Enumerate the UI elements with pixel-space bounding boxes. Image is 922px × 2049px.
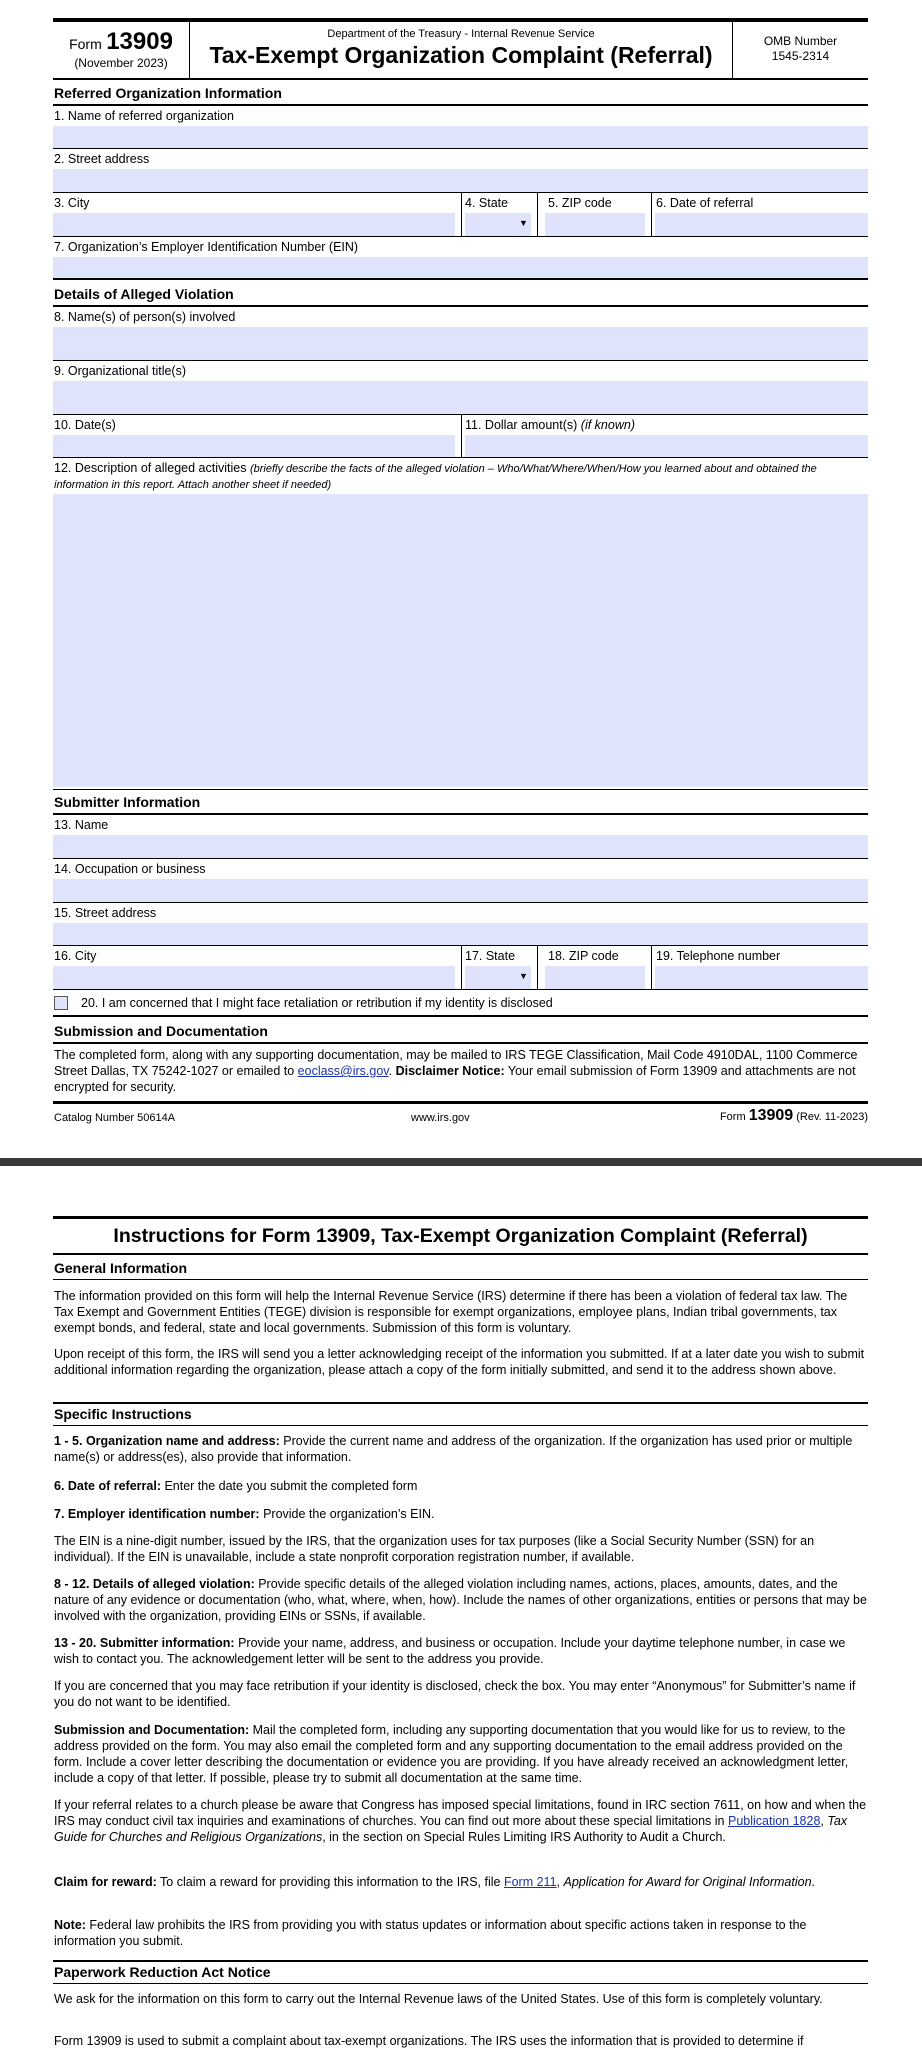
website: www.irs.gov: [411, 1112, 470, 1124]
general-p2: Upon receipt of this form, the IRS will send you a letter acknowledging receipt of the information you submitted. If at a later date you wish to submit additional information regarding the organization, please attach a copy of the form initially submitted, and send it to the address shown above.: [54, 1347, 865, 1377]
submission-part2: .: [388, 1064, 396, 1078]
instr-submission-label: Submission and Documentation:: [54, 1723, 250, 1737]
amount-note: (if known): [580, 418, 635, 432]
instr-6-label: 6. Date of referral:: [54, 1479, 161, 1493]
instr-8-12-label: 8 - 12. Details of alleged violation:: [54, 1577, 255, 1591]
omb-label: OMB Number: [763, 34, 838, 48]
divider: [537, 193, 538, 237]
instr-7b: The EIN is a nine-digit number, issued by the IRS, that the organization uses for tax purposes (like a Social Security Number (SSN) for an individual). If the EIN is unavailable, include a state nonprofit corporation registration number, if available.: [54, 1534, 815, 1564]
form-label: Form: [69, 36, 102, 52]
amount-label: 11. Dollar amount(s): [465, 418, 578, 432]
footer-form-label: Form: [719, 1111, 746, 1123]
department: Department of the Treasury - Internal Revenue Service: [327, 28, 595, 40]
description-note: (briefly describe the facts of the alleged violation – Who/What/Where/When/How you learned about and obtained the information in this report. Attach another sheet if needed): [54, 463, 817, 491]
submission-text: [54, 1047, 869, 1095]
dates-label: 10. Date(s): [54, 418, 116, 432]
form-211-link[interactable]: Form 211: [503, 1875, 557, 1889]
zip-label: 5. ZIP code: [548, 196, 612, 210]
publication-1828-link[interactable]: Publication 1828: [727, 1814, 821, 1828]
field-submitter-street: [53, 903, 868, 946]
field-submitter-city-row: [53, 946, 868, 990]
instr-7-text: Provide the organization’s EIN.: [259, 1507, 435, 1521]
prn-heading: Paperwork Reduction Act Notice: [53, 1960, 868, 1984]
submitter-state-label: 17. State: [465, 949, 516, 963]
instr-submission: [54, 1722, 868, 1786]
section-details: Details of Alleged Violation: [53, 282, 868, 307]
field-submitter-name: [53, 815, 868, 859]
submitter-city-label: 16. City: [54, 949, 97, 963]
page-footer: [53, 1101, 868, 1127]
org-name-label: 1. Name of referred organization: [54, 109, 234, 123]
submitter-name-input[interactable]: [53, 835, 868, 858]
prn-p2: Form 13909 is used to submit a complaint about tax-exempt organizations. The IRS uses the information that is provided to determine if: [54, 2034, 804, 2048]
instr-7-label: 7. Employer identification number:: [54, 1507, 260, 1521]
omb-number: 1545-2314: [771, 49, 830, 63]
footer-rev: (Rev. 11-2023): [796, 1111, 868, 1123]
form-title: Tax-Exempt Organization Complaint (Referral): [209, 42, 713, 68]
section-submitter: Submitter Information: [53, 791, 868, 815]
form-number: 13909: [106, 28, 173, 55]
title-block: [190, 22, 733, 78]
zip-input[interactable]: [545, 213, 645, 236]
church-p3: , in the section on Special Rules Limiting IRS Authority to Audit a Church.: [322, 1830, 726, 1844]
church-italic: Tax Guide for Churches and Religious Organizations: [54, 1814, 848, 1844]
church-p2: ,: [820, 1814, 828, 1828]
persons-input[interactable]: [53, 327, 868, 360]
divider: [537, 946, 538, 990]
instr-claim: [54, 1874, 868, 1890]
persons-label: 8. Name(s) of person(s) involved: [54, 310, 236, 324]
specific-heading: Specific Instructions: [53, 1402, 868, 1426]
footer-form-id: [720, 1107, 868, 1125]
instr-13-20-text: Provide your name, address, and business or occupation. Include your daytime telephone number, in case we wish to contact you. The acknowledgement letter will be sent to the address you provide.: [54, 1636, 846, 1666]
street-label: 2. Street address: [54, 152, 150, 166]
description-label: 12. Description of alleged activities: [54, 461, 247, 475]
field-org-name: [53, 106, 868, 149]
claim-end: .: [811, 1875, 816, 1889]
instr-13-20b: If you are concerned that you may face retribution if your identity is disclosed, check the box. You may enter “Anonymous” for Submitter’s name if you do not want to be identified.: [54, 1679, 856, 1709]
submitter-street-label: 15. Street address: [54, 906, 157, 920]
field-city-row: [53, 193, 868, 237]
referral-date-input[interactable]: [655, 213, 868, 236]
submitter-zip-input[interactable]: [545, 966, 645, 989]
instr-6-text: Enter the date you submit the completed form: [160, 1479, 418, 1493]
catalog-number: Catalog Number 50614A: [54, 1112, 176, 1124]
referral-date-label: 6. Date of referral: [656, 196, 754, 210]
section-submission: Submission and Documentation: [53, 1019, 868, 1044]
claim-italic: Application for Award for Original Information: [563, 1875, 812, 1889]
submitter-name-label: 13. Name: [54, 818, 109, 832]
omb-block: [733, 22, 868, 78]
field-persons: [53, 307, 868, 361]
email-link[interactable]: eoclass@irs.gov: [297, 1064, 389, 1078]
claim-text: To claim a reward for providing this information to the IRS, file: [156, 1875, 504, 1889]
instr-church: [54, 1797, 868, 1845]
submission-part3: Your email submission of Form 13909 and attachments are not encrypted for security.: [54, 1064, 856, 1094]
note-text: Federal law prohibits the IRS from providing you with status updates or information about specific actions taken in response to the information you submit.: [54, 1918, 807, 1948]
ein-input[interactable]: [53, 257, 868, 278]
amount-label-wrap: [465, 418, 635, 432]
general-heading: General Information: [53, 1258, 868, 1280]
church-p1: If your referral relates to a church please be aware that Congress has imposed special limitations, found in IRC section 7611, on how and when the IRS may conduct civil tax inquiries and examinations of churches. You can find out more about these special limitations in: [54, 1798, 867, 1828]
org-name-input[interactable]: [53, 126, 868, 148]
field-occupation: [53, 859, 868, 903]
street-input[interactable]: [53, 169, 868, 192]
prn-p1: We ask for the information on this form to carry out the Internal Revenue laws of the United States. Use of this form is completely voluntary.: [54, 1992, 823, 2006]
field-dates-amounts: [53, 415, 868, 458]
occupation-label: 14. Occupation or business: [54, 862, 206, 876]
field-ein: [53, 237, 868, 280]
instr-13-20-label: 13 - 20. Submitter information:: [54, 1636, 235, 1650]
field-description: [53, 458, 868, 790]
city-label: 3. City: [54, 196, 90, 210]
divider: [461, 946, 462, 990]
form-number-block: [53, 22, 190, 78]
submitter-street-input[interactable]: [53, 923, 868, 945]
instr-13-20: [54, 1635, 868, 1667]
titles-label: 9. Organizational title(s): [54, 364, 187, 378]
instr-7: [54, 1506, 868, 1522]
phone-label: 19. Telephone number: [656, 949, 781, 963]
divider: [461, 415, 462, 458]
form-date: (November 2023): [74, 56, 168, 70]
description-textarea[interactable]: [53, 494, 868, 787]
divider: [651, 946, 652, 990]
claim-label: Claim for reward:: [54, 1875, 157, 1889]
occupation-input[interactable]: [53, 879, 868, 902]
instr-submission-text: Mail the completed form, including any supporting documentation that you would like for us to review, to the address provided on the form. You may also email the completed form and any supporting documentation to the email address provided on the form. Include a cover letter describing the documentation or evidence you are providing. If you have already received an acknowledgment letter, include a copy of that letter. If possible, please try to submit all documentation at the same time.: [54, 1723, 849, 1785]
dates-input[interactable]: [53, 435, 455, 457]
form-header: [53, 18, 868, 80]
footer-form-number: 13909: [748, 1107, 794, 1124]
instr-8-12: [54, 1576, 868, 1624]
divider: [461, 193, 462, 237]
field-titles: [53, 361, 868, 415]
page-separator: [0, 1158, 922, 1166]
note-label: Note:: [54, 1918, 86, 1932]
ein-label: 7. Organization’s Employer Identification Number (EIN): [54, 240, 359, 254]
phone-input[interactable]: [655, 966, 868, 989]
field-street: [53, 149, 868, 193]
retaliation-label: 20. I am concerned that I might face retaliation or retribution if my identity is disclosed: [81, 996, 553, 1010]
submitter-zip-label: 18. ZIP code: [548, 949, 619, 963]
city-input[interactable]: [53, 213, 455, 236]
instr-1-5: [54, 1433, 868, 1465]
chevron-down-icon: ▼: [519, 218, 528, 228]
instructions-page: [0, 1166, 922, 2048]
state-label: 4. State: [465, 196, 509, 210]
instructions-title: Instructions for Form 13909, Tax-Exempt Organization Complaint (Referral): [53, 1216, 868, 1255]
amount-input[interactable]: [465, 435, 868, 457]
titles-input[interactable]: [53, 381, 868, 414]
chevron-down-icon: ▼: [519, 971, 528, 981]
instr-8-12-text: Provide specific details of the alleged violation including names, actions, places, amounts, dates, and the nature of any evidence or documentation (who, what, where, when, how). Include the names of other organizations, entities or persons that may be involved with the organization, providing EINs or SSNs, if available.: [54, 1577, 867, 1623]
divider: [651, 193, 652, 237]
claim-sep: ,: [556, 1875, 564, 1889]
description-label-wrap: [54, 461, 866, 493]
submitter-city-input[interactable]: [53, 966, 455, 989]
instr-note: [54, 1917, 868, 1949]
instr-1-5-label: 1 - 5. Organization name and address:: [54, 1434, 280, 1448]
general-p1: The information provided on this form will help the Internal Revenue Service (IRS) determine if there has been a violation of federal tax law. The Tax Exempt and Government Entities (TEGE) division is responsible for exempt organizations, employee plans, Indian tribal governments, tax exempt bonds, and federal, state and local governments. Submission of this form is voluntary.: [54, 1289, 848, 1335]
field-retaliation: [53, 990, 868, 1017]
submission-part1: The completed form, along with any supporting documentation, may be mailed to IRS TEGE Classification, Mail Code 4910DAL, 1100 Commerce Street Dallas, TX 75242-1027 or emailed to: [54, 1048, 858, 1078]
disclaimer-label: Disclaimer Notice:: [395, 1064, 505, 1078]
instr-6: [54, 1478, 868, 1494]
retaliation-checkbox[interactable]: [54, 996, 68, 1010]
instr-1-5-text: Provide the current name and address of the organization. If the organization has used prior or multiple name(s) or address(es), also provide that information.: [54, 1434, 853, 1464]
section-referred-org: Referred Organization Information: [53, 82, 868, 106]
